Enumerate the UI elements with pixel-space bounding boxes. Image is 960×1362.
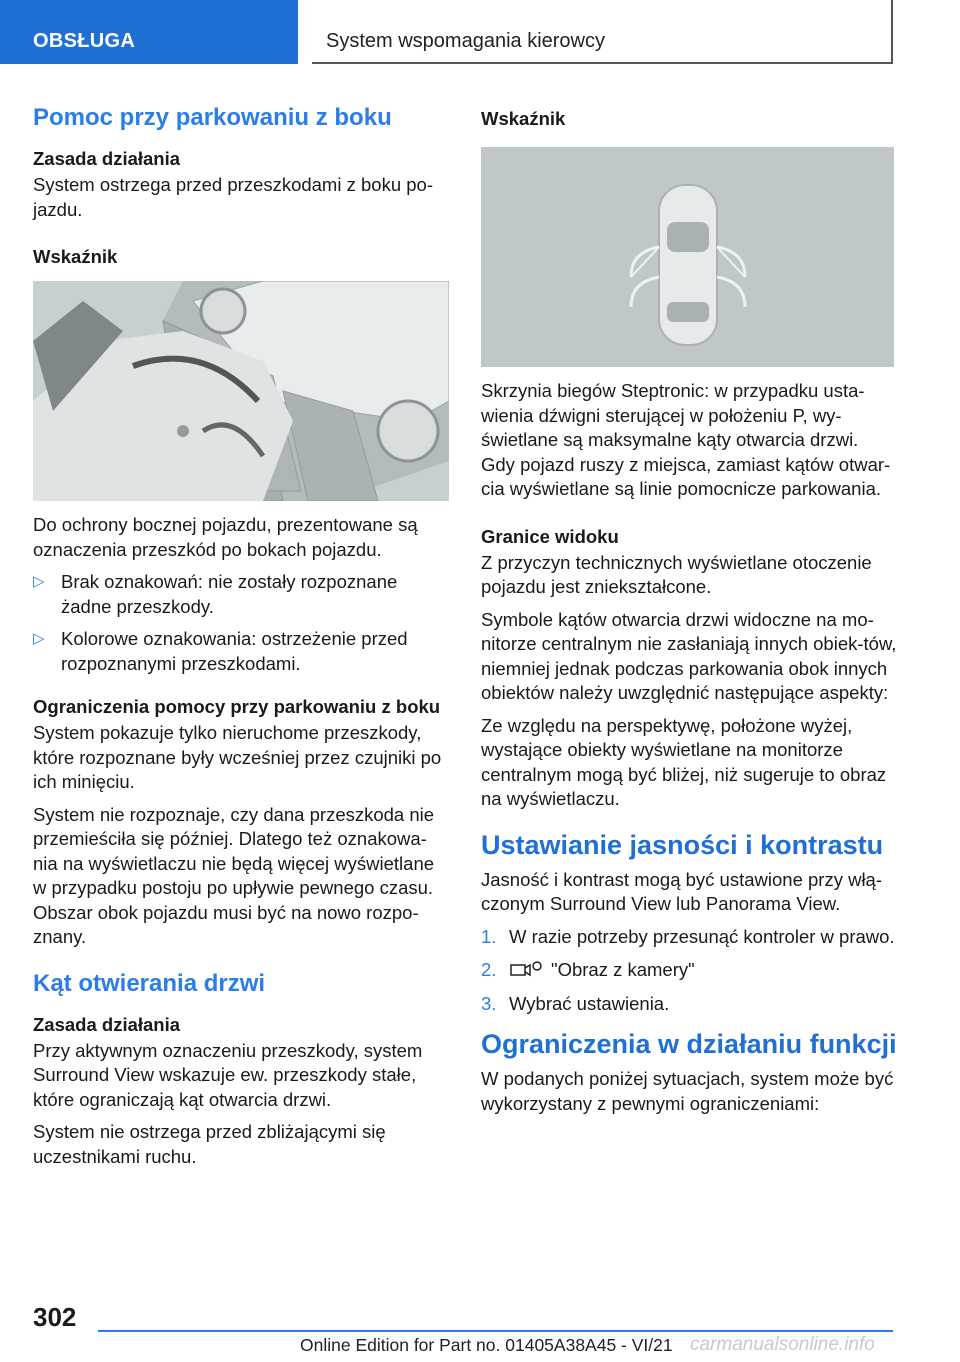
text-view-1: Z przyczyn technicznych wyświetlane otoczenie pojazdu jest zniekształcone. [481, 551, 872, 597]
list-item: 3. Wybrać ustawienia. [481, 992, 670, 1014]
subheading-view-limits: Granice widoku [481, 525, 619, 547]
footer-edition: Online Edition for Part no. 01405A38A45 - VI/21 [300, 1335, 673, 1355]
watermark: carmanualsonline.info [690, 1334, 875, 1355]
text-steptronic: Skrzynia biegów Steptronic: w przypadku usta-wienia dźwigni sterującej w położeniu P, wy-świetlane są maksymalne kąty otwarcia drzwi. Gdy pojazd ruszy z miejsca, zamiast kątów otwar-cia wyświetlane są linie pomocnicze parkowania. [481, 380, 891, 499]
heading-brightness: Ustawianie jasności i kontrastu [481, 829, 884, 860]
parking-scene-graphic [33, 281, 449, 501]
subheading-indicator: Wskaźnik [33, 246, 118, 267]
heading-function-limits: Ograniczenia w działaniu funkcji [481, 1029, 897, 1059]
list-item: 1. W razie potrzeby przesunąć kontroler w prawo. [481, 925, 895, 947]
car-top-view-graphic [481, 147, 894, 367]
text-door-1: Przy aktywnym oznaczeniu przeszkody, system Surround View wskazuje ew. przeszkody stałe, które ograniczają kąt otwarcia drzwi. [33, 1039, 423, 1110]
page-number: 302 [33, 1302, 77, 1332]
subheading-limits: Ograniczenia pomocy przy parkowaniu z boku [33, 696, 441, 717]
text-principle: System ostrzega przed przeszkodami z boku po-jazdu. [33, 174, 433, 220]
subheading-indicator-2: Wskaźnik [481, 108, 566, 129]
side-parking-illustration [33, 281, 449, 501]
text-function-limits: W podanych poniżej sytuacjach, system może być wykorzystany z pewnymi ograniczeniami: [481, 1068, 894, 1114]
text-obstacle-marks: Do ochrony bocznej pojazdu, prezentowane są oznaczenia przeszkód po bokach pojazdu. [33, 514, 418, 560]
subheading-principle: Zasada działania [33, 148, 181, 169]
text-limits-1: System pokazuje tylko nieruchome przeszkody, które rozpoznane były wcześniej przez czujniki po ich minięciu. [33, 722, 442, 792]
right-column [481, 102, 897, 1124]
camera-settings-icon [509, 959, 543, 979]
list-item: ▷ Brak oznakowań: nie zostały rozpoznane żadne przeszkody. [33, 571, 398, 617]
footer-divider [98, 1330, 893, 1332]
text-door-2: System nie ostrzega przed zbliżającymi się uczestnikami ruchu. [33, 1121, 386, 1167]
text-limits-2: System nie rozpoznaje, czy dana przeszkoda nie przemieściła się później. Dlatego też oznakowa-nia na wyświetlaczu nie będą więcej wyświetlane w przypadku postoju po upływie pewnego czasu. Obszar obok pojazdu musi być na nowo rozpo-znany. [33, 803, 435, 947]
text-brightness: Jasność i kontrast mogą być ustawione przy włą-czonym Surround View lub Panorama View. [481, 868, 883, 914]
text-view-2: Symbole kątów otwarcia drzwi widoczne na mo-nitorze centralnym nie zasłaniają innych obiek-tów, niemniej jednak podczas parkowania obok innych obiektów należy uwzględnić następujące aspekty: [481, 608, 897, 703]
heading-side-parking: Pomoc przy parkowaniu z boku [33, 104, 392, 131]
heading-door-angle: Kąt otwierania drzwi [33, 969, 266, 997]
list-item: ▷ Kolorowe oznakowania: ostrzeżenie przed rozpoznanymi przeszkodami. [33, 628, 408, 674]
door-angle-illustration [481, 147, 894, 367]
chapter-title: System wspomagania kierowcy [326, 30, 605, 52]
list-item: 2. "Obraz z kamery" [481, 959, 695, 980]
chapter-header [312, 0, 893, 64]
section-label: OBSŁUGA [33, 30, 136, 52]
steps-list [481, 925, 897, 1017]
triangle-bullet-icon: ▷ [33, 630, 45, 647]
section-tab [0, 0, 298, 64]
marking-list [33, 570, 449, 676]
subheading-principle-2: Zasada działania [33, 1013, 181, 1035]
triangle-bullet-icon: ▷ [33, 573, 45, 590]
text-view-3: Ze względu na perspektywę, położone wyżej, wystające obiekty wyświetlane na monitorze centralnym mogą być bliżej, niż sugeruje to obraz na wyświetlaczu. [481, 714, 887, 809]
left-column [33, 102, 449, 1177]
